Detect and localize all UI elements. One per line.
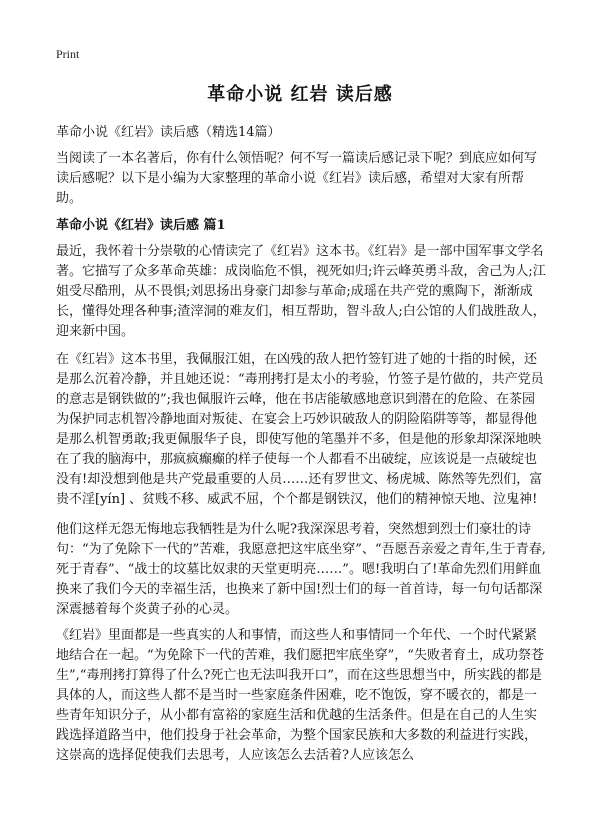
body-paragraph: 他们这样无怨无悔地忘我牺牲是为什么呢?我深深思考着，突然想到烈士们豪壮的诗句：“为了免除下一代的”苦难，我愿意把这牢底坐穿”、“吾愿吾亲爱之青年,生于青春,死于青春”、“战士的坟墓比奴隶的天堂更明亮……”。嗯!我明白了!革命先烈们用鲜血换来了我们今天的幸福生活，也换来了新中国!烈士们的每一首首诗，每一句句话都深深震撼着每个炎黄子孙的心灵。: [56, 522, 546, 617]
section-heading: 革命小说《红岩》读后感 篇1: [56, 218, 226, 233]
body-paragraph: 在《红岩》这本书里，我佩服江姐，在凶残的敌人把竹签钉进了她的十指的时候，还是那么沉着冷静，并且她还说：“毒刑拷打是太小的考验，竹签子是竹做的，共产党员的意志是钢铁做的”;我也佩服许云峰，他在书店能敏感地意识到潜在的危险、在茶园为保护同志机智冷静地面对叛徒、在宴会上巧妙识破敌人的阴险陷阱等等，都显得他是那么机智勇敢;我更佩服华子良，即使写他的笔墨并不多，但是他的形象却深深地映在了我的脑海中，那疯疯癫癫的样子使每一个人都看不出破绽，应该说是一点破绽也没有!却没想到他是共产党最重要的人员……还有罗世文、杨虎城、陈然等先烈们，富贵不淫[yín] 、贫贱不移、威武不屈，个个都是钢铁汉，他们的精神惊天地、泣鬼神!: [56, 352, 544, 507]
body-paragraph: 《红岩》里面都是一些真实的人和事情，而这些人和事情同一个年代、一个时代紧紧地结合在一起。“为免除下一代的苦难，我们愿把牢底坐穿”，“失败者育土，成功祭苍生”,“毒刑拷打算得了什么?死亡也无法叫我开口”，而在这些思想当中，所实践的都是具体的人，而这些人都不是当时一些家庭条件困难，吃不饱饭，穿不暖衣的，都是一些青年知识分子，从小都有富裕的家庭生活和优越的生活条件。但是在自己的人生实践选择道路当中，他们投身于社会革命，为整个国家民族和大多数的利益进行实践，这崇高的选择促使我们去思考，人应该怎么去活着?人应该怎么: [56, 628, 544, 763]
page-title: 革命小说 红岩 读后感: [207, 84, 393, 105]
print-link[interactable]: Print: [56, 47, 80, 61]
intro-paragraph: 当阅读了一本名著后，你有什么领悟呢？何不写一篇读后感记录下呢？到底应如何写读后感呢？以下是小编为大家整理的革命小说《红岩》读后感，希望对大家有所帮助。: [56, 151, 538, 206]
document-subtitle: 革命小说《红岩》读后感（精选14篇）: [56, 125, 281, 140]
body-paragraph: 最近，我怀着十分崇敬的心情读完了《红岩》这本书。《红岩》是一部中国军事文学名著。它描写了众多革命英雄：成岗临危不惧，视死如归;许云峰英勇斗敌，舍己为人;江姐受尽酷刑，从不畏惧;刘思扬出身豪门却参与革命;成瑶在共产党的熏陶下，渐渐成长，懂得处理各种事;渣滓洞的难友们，相互帮助，智斗敌人;白公馆的人们战胜敌人，迎来新中国。: [56, 244, 546, 339]
